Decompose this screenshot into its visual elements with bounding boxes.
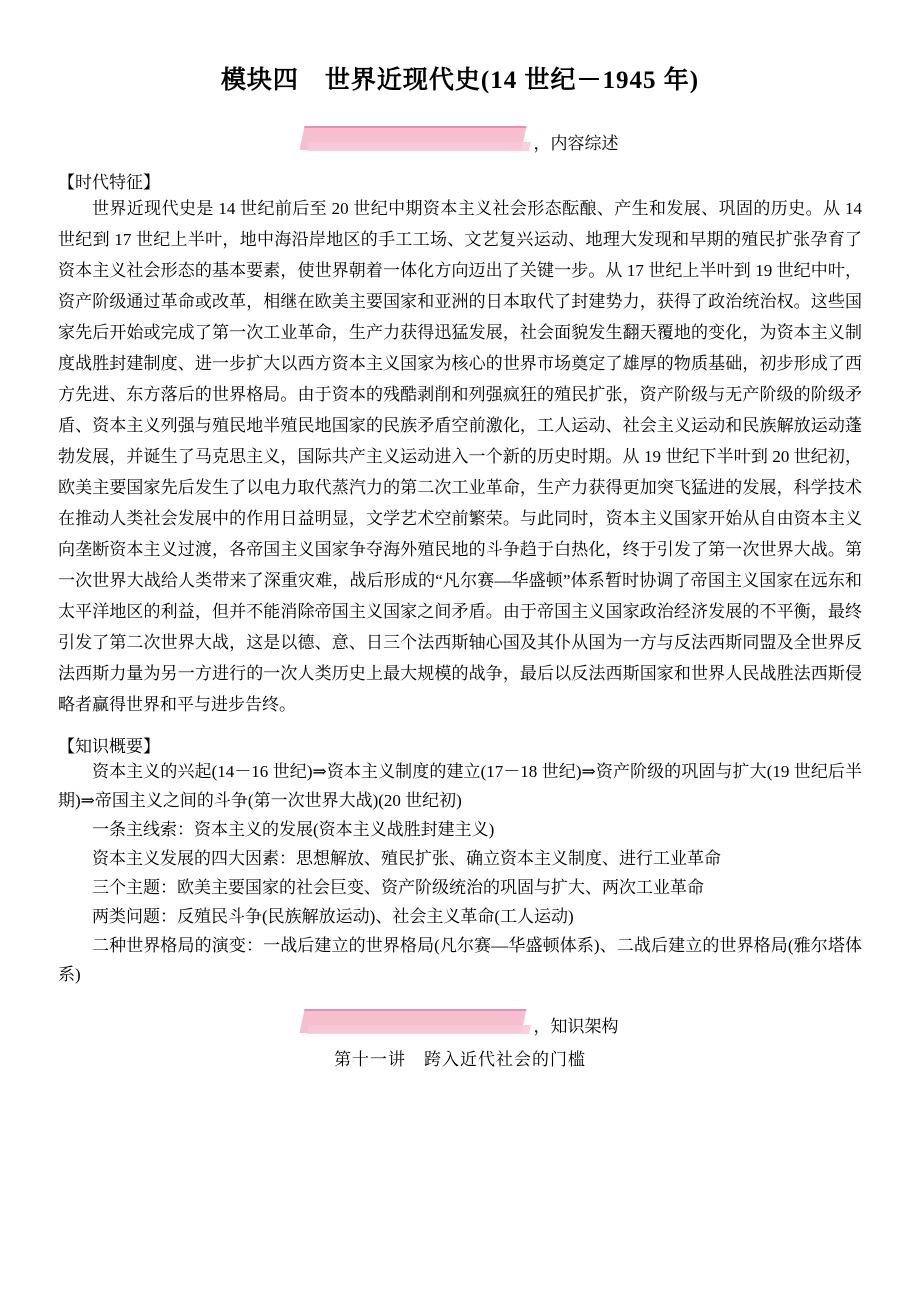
knowledge-structure-banner-row — [58, 1005, 862, 1039]
outline-line-6: 二种世界格局的演变：一战后建立的世界格局(凡尔赛—华盛顿体系)、二战后建立的世界格局(雅尔塔体系) — [58, 936, 862, 984]
outline-line-4: 三个主题：欧美主要国家的社会巨变、资产阶级统治的巩固与扩大、两次工业革命 — [92, 878, 704, 897]
outline-line-3: 资本主义发展的四大因素：思想解放、殖民扩张、确立资本主义制度、进行工业革命 — [92, 849, 721, 868]
paragraph-era-features: 世界近现代史是 14 世纪前后至 20 世纪中期资本主义社会形态酝酿、产生和发展、巩固的历史。从 14 世纪到 17 世纪上半叶，地中海沿岸地区的手工工场、文艺复兴运动、地理大发现和早期的殖民扩张孕育了资本主义社会形态的基本要素，使世界朝着一体化方向迈出了关键一步。从 17 世纪上半叶到 19 世纪中叶，资产阶级通过革命或改革，相继在欧美主要国家和亚洲的日本取代了封建势力，获得了政治统治权。这些国家先后开始或完成了第一次工业革命，生产力获得迅猛发展，社会面貌发生翻天覆地的变化，为资本主义制度战胜封建制度、进一步扩大以西方资本主义国家为核心的世界市场奠定了雄厚的物质基础，初步形成了西方先进、东方落后的世界格局。由于资本的残酷剥削和列强疯狂的殖民扩张，资产阶级与无产阶级的阶级矛盾、资本主义列强与殖民地半殖民地国家的民族矛盾空前激化，工人运动、社会主义运动和民族解放运动蓬勃发展，并诞生了马克思主义，国际共产主义运动进入一个新的历史时期。从 19 世纪下半叶到 20 世纪初，欧美主要国家先后发生了以电力取代蒸汽力的第二次工业革命，生产力获得更加突飞猛进的发展，科学技术在推动人类社会发展中的作用日益明显，文学艺术空前繁荣。与此同时，资本主义国家开始从自由资本主义向垄断资本主义过渡，各帝国主义国家争夺海外殖民地的斗争趋于白热化，终于引发了第一次世界大战。第一次世界大战给人类带来了深重灾难，战后形成的“凡尔赛—华盛顿”体系暂时协调了帝国主义国家在远东和太平洋地区的利益，但并不能消除帝国主义国家之间矛盾。由于帝国主义国家政治经济发展的不平衡，最终引发了第二次世界大战，这是以德、意、日三个法西斯轴心国及其仆从国为一方与反法西斯同盟及全世界反法西斯力量为另一方进行的一次人类历史上最大规模的战争，最后以反法西斯国家和世界人民战胜法西斯侵略者赢得世界和平与进步告终。 — [58, 199, 862, 714]
banner-label-content-overview: ，内容综述 — [533, 134, 619, 153]
banner-graphic-content-overview — [302, 122, 532, 156]
outline-line-2: 一条主线索：资本主义的发展(资本主义战胜封建主义) — [92, 820, 495, 839]
content-overview-banner-row — [58, 122, 862, 156]
banner-band-bottom — [307, 1025, 531, 1034]
outline-line-1: 资本主义的兴起(14－16 世纪)⇒资本主义制度的建立(17－18 世纪)⇒资产阶级的巩固与扩大(19 世纪后半期)⇒帝国主义之间的斗争(第一次世界大战)(20 世纪初) — [58, 762, 862, 810]
section-heading-knowledge-outline: 【知识概要】 — [58, 737, 160, 756]
outline-line-5: 两类问题：反殖民斗争(民族解放运动)、社会主义革命(工人运动) — [92, 907, 574, 926]
page-title: 模块四 世界近现代史(14 世纪－1945 年) — [220, 67, 700, 94]
banner-band-bottom — [307, 142, 531, 151]
section-heading-era-features: 【时代特征】 — [58, 173, 160, 192]
lecture-title: 第十一讲 跨入近代社会的门槛 — [334, 1050, 586, 1069]
banner-label-knowledge-structure: ，知识架构 — [533, 1017, 619, 1036]
banner-graphic-knowledge-structure — [302, 1005, 532, 1039]
